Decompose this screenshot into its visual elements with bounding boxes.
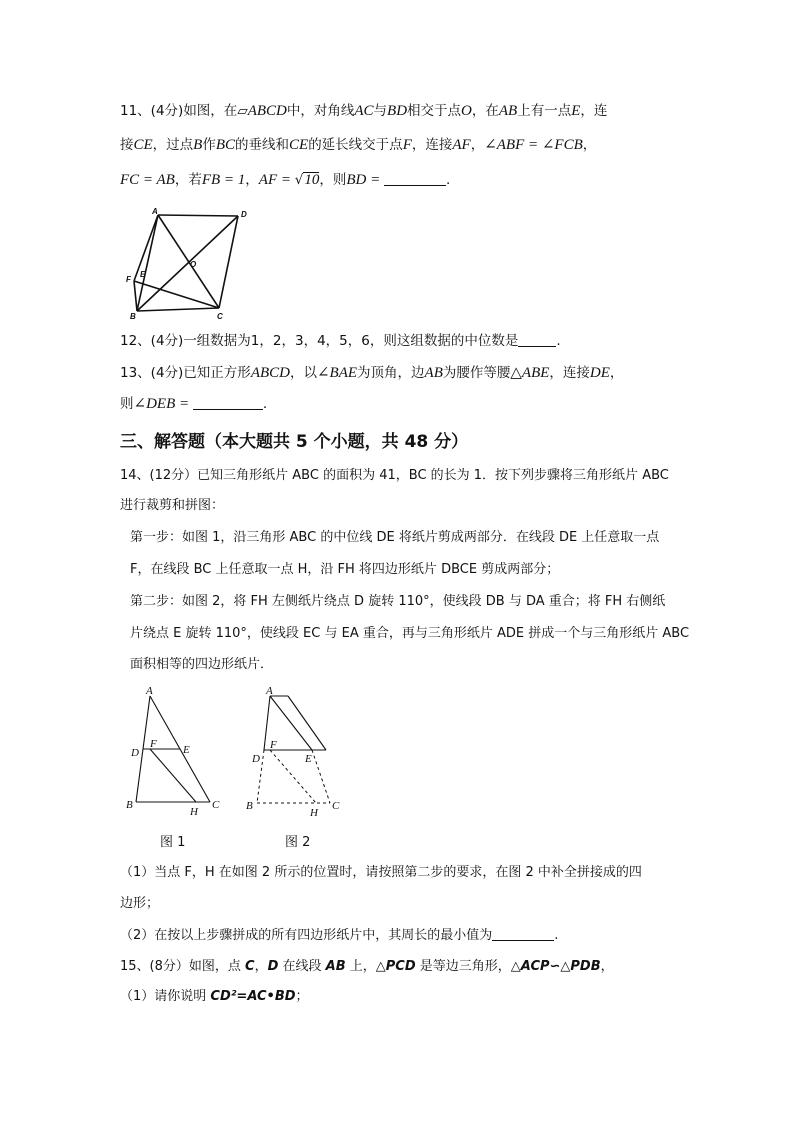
answer-blank[interactable] bbox=[384, 171, 446, 186]
label-C: C bbox=[217, 312, 223, 321]
segment-CB bbox=[137, 308, 219, 311]
label-C: C bbox=[212, 799, 220, 811]
section-heading: 三、解答题（本大题共 5 个小题，共 48 分） bbox=[120, 432, 469, 452]
label-A: A bbox=[146, 685, 153, 697]
q14-sub1b: 边形； bbox=[120, 896, 160, 911]
q14-step1b: F，在线段 BC 上任意取一点 H，沿 FH 将四边形纸片 DBCE 剪成两部分； bbox=[130, 562, 560, 577]
label-E: E bbox=[305, 753, 312, 765]
sqrt-symbol: √ bbox=[294, 172, 304, 188]
q11-parallelogram-figure bbox=[120, 205, 260, 321]
q13-line1: 13、(4分)已知正方形ABCD，以∠BAE为顶角，边AB为腰作等腰△ABE，连接DE， bbox=[120, 365, 624, 381]
segment-DC bbox=[219, 216, 238, 308]
label-C: C bbox=[332, 800, 340, 812]
label-D: D bbox=[241, 210, 247, 219]
q15-line1: 15、(8分）如图，点 C，D 在线段 AB 上，△PCD 是等边三角形，△ACP∽△PDB， bbox=[120, 959, 614, 974]
label-E: E bbox=[140, 270, 146, 279]
label-E: E bbox=[183, 744, 190, 756]
answer-blank[interactable] bbox=[193, 395, 263, 410]
dashed-EC bbox=[312, 750, 330, 803]
q11-line3: FC = AB，若FB = 1，AF = √10，则BD = . bbox=[120, 172, 451, 188]
label-H: H bbox=[190, 806, 198, 818]
label-O: O bbox=[190, 260, 197, 269]
label-D: D bbox=[252, 753, 260, 765]
answer-blank[interactable] bbox=[492, 926, 554, 941]
label-F: F bbox=[126, 275, 131, 284]
label-F: F bbox=[270, 739, 277, 751]
q14-line2: 进行裁剪和拼图： bbox=[120, 498, 225, 513]
segment-FB bbox=[134, 281, 137, 311]
figure-2-caption: 图 2 bbox=[285, 835, 311, 850]
label-H: H bbox=[310, 807, 318, 819]
label-B: B bbox=[246, 800, 253, 812]
label-A: A bbox=[152, 207, 158, 216]
q13-line2: 则∠DEB = . bbox=[120, 396, 268, 412]
segment-AD bbox=[158, 215, 238, 216]
q14-figure-1 bbox=[124, 684, 228, 820]
q14-figure-2 bbox=[244, 684, 348, 820]
q14-sub2: （2）在按以上步骤拼成的所有四边形纸片中，其周长的最小值为 . bbox=[120, 928, 559, 943]
q14-sub1a: （1）当点 F，H 在如图 2 所示的位置时，请按照第二步的要求，在图 2 中补全拼接成的四 bbox=[120, 865, 642, 880]
answer-blank[interactable] bbox=[518, 332, 556, 347]
label-B: B bbox=[130, 312, 136, 321]
label-F: F bbox=[150, 738, 157, 750]
segment-FH bbox=[150, 749, 196, 802]
q11-line1: 11、(4分)如图，在▱ABCD中，对角线AC与BD相交于点O，在AB上有一点E，连 bbox=[120, 103, 608, 119]
label-A: A bbox=[266, 685, 273, 697]
q15-sub1: （1）请你说明 CD²=AC•BD； bbox=[120, 989, 309, 1004]
figure-1-caption: 图 1 bbox=[160, 835, 186, 850]
q14-step2b: 片绕点 E 旋转 110°，使线段 EC 与 EA 重合，再与三角形纸片 ADE 拼成一个与三角形纸片 ABC bbox=[130, 626, 690, 641]
q14-line1: 14、(12分）已知三角形纸片 ABC 的面积为 41，BC 的长为 1．按下列步骤将三角形纸片 ABC bbox=[120, 468, 669, 483]
label-D: D bbox=[131, 747, 139, 759]
label-B: B bbox=[126, 799, 133, 811]
segment-FC bbox=[134, 281, 219, 308]
q14-step2c: 面积相等的四边形纸片． bbox=[130, 657, 274, 672]
q11-line2: 接CE，过点B作BC的垂线和CE的延长线交于点F，连接AF，∠ABF = ∠FCB， bbox=[120, 137, 597, 153]
q14-step1a: 第一步：如图 1，沿三角形 ABC 的中位线 DE 将纸片剪成两部分．在线段 DE 上任意取一点 bbox=[130, 530, 660, 545]
q12: 12、(4分)一组数据为1，2，3，4，5，6，则这组数据的中位数是 . bbox=[120, 333, 561, 349]
q14-step2a: 第二步：如图 2，将 FH 左侧纸片绕点 D 旋转 110°，使线段 DB 与 DA 重合；将 FH 右侧纸 bbox=[130, 594, 666, 609]
cut-piece-right bbox=[288, 696, 326, 750]
